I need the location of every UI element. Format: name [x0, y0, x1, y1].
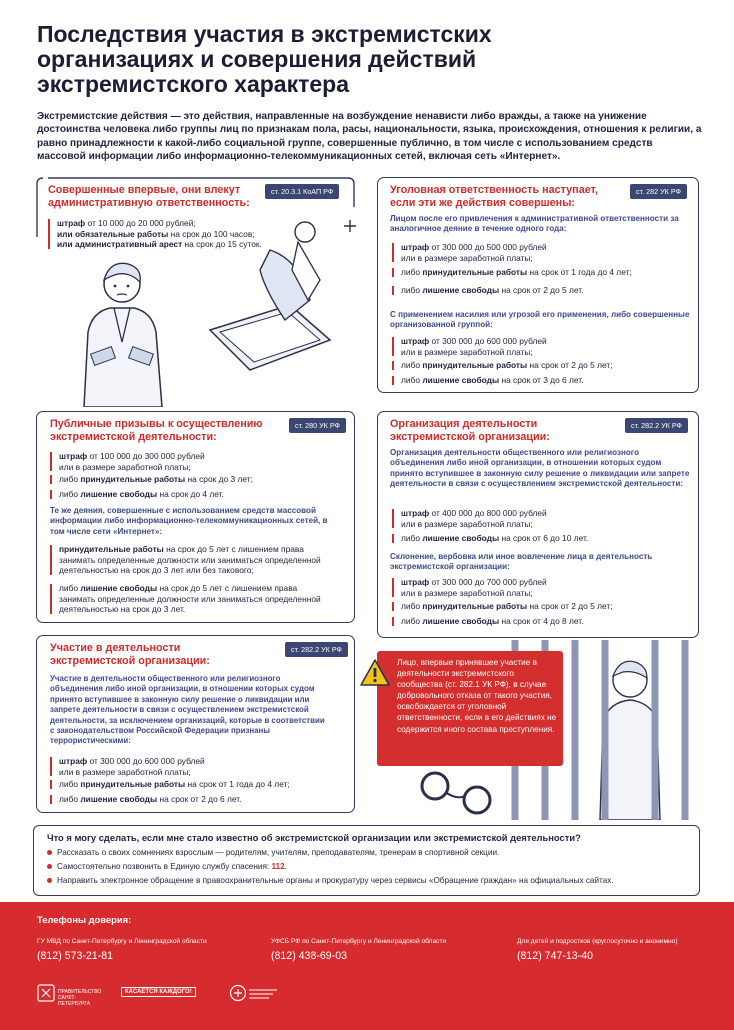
box3-penalty-prison: либо лишение свободы на срок до 4 лет.: [50, 489, 349, 500]
box4-title: Организация деятельности экстремистской организации:: [390, 418, 550, 443]
bullet-tell-adults: Рассказать о своих сомнениях взрослым — родителям, учителям, преподавателям, тренерам в спортивной секции.: [47, 848, 499, 857]
box1-article-tag: ст. 20.3.1 КоАП РФ: [265, 184, 339, 199]
box2-article-tag: ст. 282 УК РФ: [630, 184, 687, 199]
box2-penalty-work-2: либо принудительные работы на срок от 2 до 5 лет;: [392, 360, 691, 371]
box3-subhead: Те же деяния, совершенные с использованием средств массовой информации либо информационно-телекоммуникационных сетей, в том числе сети «Интернет»:: [50, 506, 328, 536]
paper-bin-illustration: [170, 210, 370, 380]
bullet-call-112: Самостоятельно позвонить в Единую службу спасения: 112.: [47, 862, 287, 871]
footer-title: Телефоны доверия:: [37, 914, 132, 925]
box4-penalty-work-2: либо принудительные работы на срок от 2 до 5 лет;: [392, 601, 691, 612]
warning-icon: [360, 659, 390, 686]
footer-org-fsb: УФСБ РФ по Санкт-Петербургу и Ленинградской области: [271, 938, 447, 945]
box3-title: Публичные призывы к осуществлению экстремистской деятельности:: [50, 418, 263, 443]
box4-penalty-prison-1: либо лишение свободы на срок от 6 до 10 лет.: [392, 533, 691, 544]
box5-penalty-fine: штраф от 300 000 до 600 000 рублей или в размере заработной платы;: [50, 756, 349, 777]
box4-subhead-1: Организация деятельности общественного или религиозного объединения либо иной организации, в отношении которых судом принято вступившее в законную силу решение о ликвидации или запрете деятельности в связи с осуществлением экстремистской деятельности:: [390, 448, 690, 489]
box1-title: Совершенные впервые, они влекут административную ответственность:: [48, 184, 250, 209]
box1-penalties: штраф от 10 000 до 20 000 рублей; или обязательные работы на срок до 100 часов; или административный арест на срок до 15 суток.: [48, 218, 337, 250]
box2-title: Уголовная ответственность наступает, если эти же действия совершены:: [390, 184, 599, 209]
box2-subhead-1: Лицом после его привлечения к административной ответственности за аналогичное деяние в течение одного года:: [390, 214, 679, 234]
kasaetsya-kazhdogo-logo: КАСАЕТСЯ КАЖДОГО!: [121, 987, 196, 997]
alert-text: Лицо, впервые принявшее участие в деятельности экстремистского сообщества (ст. 282.1 УК РФ), в случае добровольного отказа от такого участия, освобождается от уголовной ответственности, если в его действиях не содержится иного состава преступления.: [397, 658, 557, 734]
bullet-electronic-appeal: Направить электронное обращение в правоохранительные органы и прокуратуру через сервисы «Обращение граждан» на официальных сайтах.: [47, 876, 614, 885]
box3-penalty-fine: штраф от 100 000 до 300 000 рублей или в размере заработной платы;: [50, 451, 349, 472]
box2-penalty-prison-2: либо лишение свободы на срок от 3 до 6 лет.: [392, 375, 691, 386]
footer-phone-children[interactable]: (812) 747-13-40: [517, 950, 593, 962]
footer-org-mvd: ГУ МВД по Санкт-Петербургу и Ленинградской области: [37, 938, 207, 945]
box3-penalty-work: либо принудительные работы на срок до 3 лет;: [50, 474, 349, 485]
box4-penalty-fine-2: штраф от 300 000 до 700 000 рублей или в размере заработной платы;: [392, 577, 691, 598]
committee-emblem-icon: [229, 984, 279, 1002]
footer-phone-mvd[interactable]: (812) 573-21-81: [37, 950, 113, 962]
box2-penalty-prison-1: либо лишение свободы на срок от 2 до 5 лет.: [392, 285, 691, 296]
box5-penalty-prison: либо лишение свободы на срок от 2 до 6 лет.: [50, 794, 349, 805]
box5-title: Участие в деятельности экстремистской организации:: [50, 642, 210, 667]
man-with-money-illustration: [70, 252, 180, 407]
box3-article-tag: ст. 280 УК РФ: [289, 418, 346, 433]
box5-subhead: Участие в деятельности общественного или религиозного объединения либо иной организации, в отношении которых судом принято вступившее в законную силу решение о ликвидации или запрете деятельности в связи с осуществлением экстремистской деятельности, за исключением организаций, которые в соответствии с законодательством Российской Федерации признаны террористическими:: [50, 674, 325, 746]
box2-penalty-work-1: либо принудительные работы на срок от 1 года до 4 лет;: [392, 267, 691, 278]
box5-penalty-work: либо принудительные работы на срок от 1 года до 4 лет;: [50, 779, 349, 790]
box4-subhead-2: Склонение, вербовка или иное вовлечение лица в деятельность экстремистской организации:: [390, 552, 653, 572]
handcuffs-icon: [415, 766, 500, 821]
box4-article-tag: ст. 282.2 УК РФ: [625, 418, 688, 433]
box5-article-tag: ст. 282.2 УК РФ: [285, 642, 348, 657]
box2-penalty-fine-1: штраф от 300 000 до 500 000 рублей или в размере заработной платы;: [392, 242, 691, 263]
footer-org-children: Для детей и подростков (круглосуточно и анонимно): [517, 938, 678, 945]
question-title: Что я могу сделать, если мне стало известно об экстремистской организации или экстремистской деятельности?: [47, 832, 581, 843]
box3-penalty-prison-internet: либо лишение свободы на срок до 5 лет с лишением права занимать определенные должности или заниматься определенной деятельностью на срок до 3 лет.: [50, 583, 349, 615]
box3-penalty-work-internet: принудительные работы на срок до 5 лет с лишением права занимать определенные должности или заниматься определенной деятельностью на срок до 3 лет или без такового;: [50, 544, 349, 576]
page-title: Последствия участия в экстремистских организациях и совершения действий экстремистского характера: [37, 21, 492, 97]
box4-penalty-fine-1: штраф от 400 000 до 800 000 рублей или в размере заработной платы;: [392, 508, 691, 529]
spb-government-emblem-icon: [37, 984, 55, 1002]
box2-penalty-fine-2: штраф от 300 000 до 600 000 рублей или в размере заработной платы;: [392, 336, 691, 357]
intro-paragraph: Экстремистские действия — это действия, направленные на возбуждение ненависти либо вражды, а также на унижение достоинства человека либо группы лиц по признакам пола, расы, национальности, языка, происхождения, отношения к религии, а равно принадлежности к какой-либо социальной группе, совершенные публично, в том числе с использованием средств массовой информации либо информационно-телекоммуникационных сетей, включая сеть «Интернет».: [37, 111, 702, 162]
spb-government-logo-text: ПРАВИТЕЛЬСТВО САНКТ-ПЕТЕРБУРГА: [58, 989, 102, 1007]
footer-phone-fsb[interactable]: (812) 438-69-03: [271, 950, 347, 962]
box4-penalty-prison-2: либо лишение свободы на срок от 4 до 8 лет.: [392, 616, 691, 627]
box2-subhead-2: С применением насилия или угрозой его применения, либо совершенные организованной группой:: [390, 310, 690, 330]
